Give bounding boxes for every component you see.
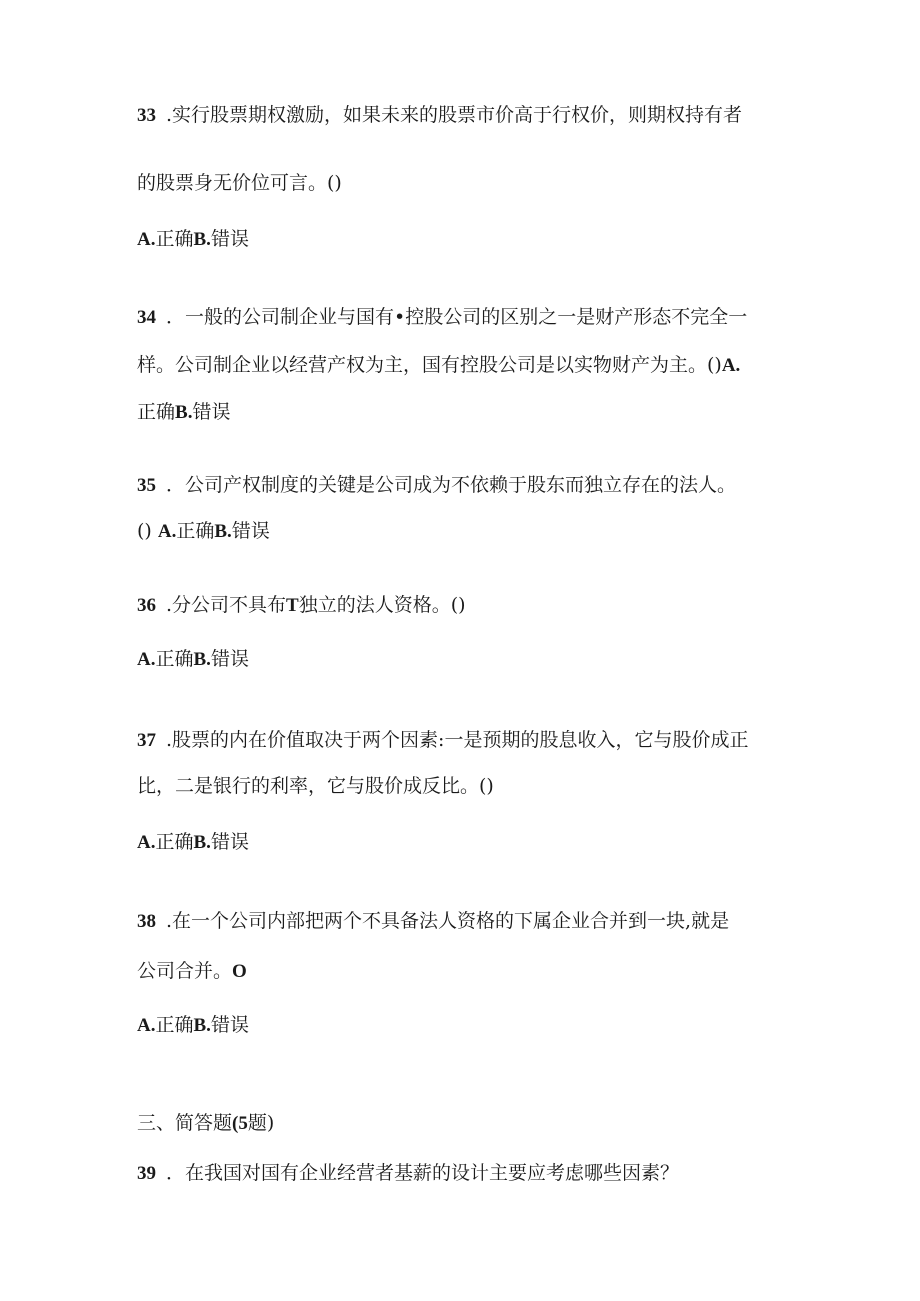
option-b-marker: B. (214, 521, 232, 542)
option-b-text: 错误 (231, 520, 270, 542)
option-b-marker: B. (175, 402, 193, 423)
question-number: 34 (137, 307, 156, 328)
question-33-options (137, 226, 249, 253)
option-b-text: 错误 (210, 648, 249, 670)
option-a-text: 正确 (155, 228, 194, 250)
option-a-text: 正确 (155, 1014, 194, 1036)
question-35-line-1 (137, 472, 736, 499)
question-36-options (137, 646, 249, 673)
question-37-line-2 (137, 773, 494, 799)
option-b-marker: B. (193, 229, 211, 250)
question-38-line-2 (137, 958, 247, 985)
option-b-text: 错误 (210, 228, 249, 250)
question-text: ．在我国对国有企业经营者基薪的设计主要应考虑哪些因素？ (166, 1162, 680, 1184)
question-text: .分公司不具布 (166, 594, 287, 616)
question-35-line-2 (137, 518, 270, 545)
question-text: .在一个公司内部把两个不具备法人资格的下属企业合并到一块,就是 (166, 910, 730, 932)
question-number: 36 (137, 595, 156, 616)
option-a-text: 正确 (155, 831, 194, 853)
question-37-options (137, 829, 249, 856)
question-number: 37 (137, 730, 156, 751)
question-39-line-1 (137, 1160, 679, 1187)
question-text: 的股票身无价位可言。() (137, 172, 342, 194)
option-a-marker: A. (137, 649, 156, 670)
question-text: 样。公司制企业以经营产权为主，国有控股公司是以实物财产为主。() (137, 354, 722, 376)
option-a-text: 正确 (155, 648, 194, 670)
question-33-line-2 (137, 170, 342, 196)
question-34-line-2 (137, 352, 740, 379)
question-text-bold-letter: O (232, 961, 247, 982)
question-38-options (137, 1012, 249, 1039)
question-text: .实行股票期权激励，如果未来的股票市价高于行权价，则期权持有者 (166, 104, 743, 126)
question-text: ．公司产权制度的关键是公司成为不依赖于股东而独立存在的法人。 (166, 474, 737, 496)
question-33-line-1 (137, 102, 742, 129)
question-text-bold-letter: T (286, 595, 299, 616)
question-number: 39 (137, 1163, 156, 1184)
option-b-text: 错误 (210, 831, 249, 853)
question-37-line-1 (137, 727, 748, 754)
question-text: 独立的法人资格。() (298, 594, 466, 616)
option-a-marker: A. (137, 229, 156, 250)
question-text: .股票的内在价值取决于两个因素:一是预期的股息收入，它与股价成正 (166, 729, 749, 751)
question-number: 33 (137, 105, 156, 126)
option-b-text: 错误 (210, 1014, 249, 1036)
question-36-line-1 (137, 592, 466, 619)
option-a-text: 正确 (176, 520, 215, 542)
option-a-marker: A. (721, 355, 741, 376)
section-title: 三、简答题 (137, 1112, 233, 1134)
question-38-line-1 (137, 908, 729, 935)
question-text: ．一般的公司制企业与国有•控股公司的区别之一是财产形态不完全一 (166, 306, 748, 328)
option-b-marker: B. (193, 649, 211, 670)
section-title-suffix: 题) (247, 1112, 275, 1134)
option-a-marker: A. (157, 521, 177, 542)
question-number: 35 (137, 475, 156, 496)
question-text: 比，二是银行的利率，它与股价成反比。() (137, 775, 494, 797)
option-a-text: 正确 (137, 401, 176, 423)
option-b-text: 错误 (192, 401, 231, 423)
question-text: () (137, 520, 152, 542)
option-b-marker: B. (193, 1015, 211, 1036)
section-count: (5 (232, 1113, 248, 1134)
section-heading (137, 1110, 274, 1137)
option-a-marker: A. (137, 1015, 156, 1036)
option-a-marker: A. (137, 832, 156, 853)
option-b-marker: B. (193, 832, 211, 853)
question-text: 公司合并。 (137, 960, 233, 982)
question-34-line-3 (137, 399, 230, 426)
question-number: 38 (137, 911, 156, 932)
question-34-line-1 (137, 304, 747, 331)
